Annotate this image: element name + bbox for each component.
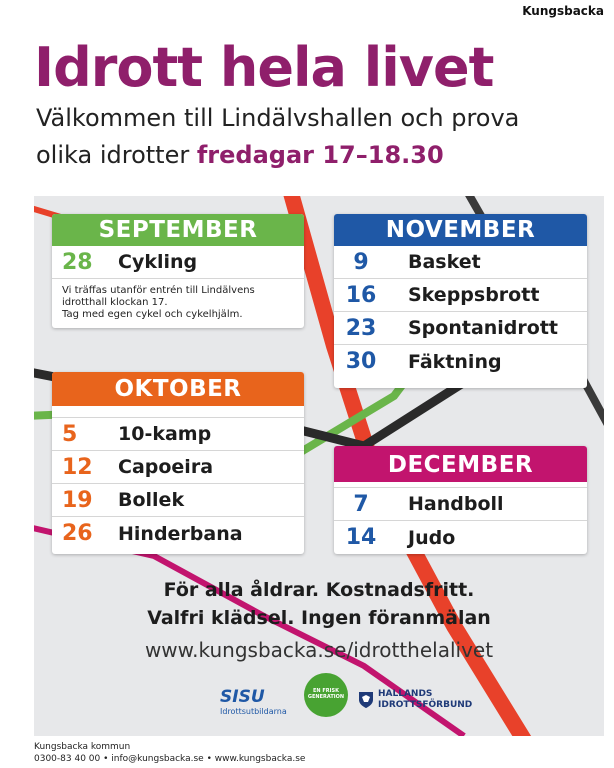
activity-date: 19	[62, 487, 93, 513]
sisu-logo	[220, 687, 287, 716]
activity-name: Handboll	[408, 493, 504, 515]
activity-name: Skeppsbrott	[408, 284, 540, 306]
card-september-title: SEPTEMBER	[52, 214, 304, 246]
card-oktober	[52, 372, 304, 554]
activity-date: 26	[62, 521, 93, 546]
hall-logo-line: HALLANDS	[378, 689, 433, 699]
activity-name: Judo	[408, 526, 456, 549]
activity-row	[334, 488, 587, 521]
activity-row	[52, 484, 304, 517]
activity-name: Fäktning	[408, 350, 502, 373]
activity-name: Cykling	[118, 251, 198, 273]
card-december-title: DECEMBER	[334, 446, 587, 482]
activity-row	[52, 246, 304, 279]
hallands-logo-text	[378, 689, 472, 711]
brand-label: Kungsbacka	[522, 4, 604, 18]
activity-date: 28	[62, 249, 93, 275]
activity-date: 12	[62, 454, 93, 480]
campaign-url[interactable]: www.kungsbacka.se/idrotthelalivet	[144, 638, 494, 662]
card-december	[334, 446, 587, 554]
note-line: Tag med egen cykel och cykelhjälm.	[62, 309, 243, 320]
subheadline-prefix: olika idrotter	[36, 141, 197, 169]
gen-logo-line: EN FRISK	[313, 688, 339, 694]
activity-row	[52, 451, 304, 484]
schedule-highlight: fredagar 17–18.30	[196, 141, 444, 169]
poster-panel	[34, 196, 604, 736]
tagline-2: Valfri klädsel. Ingen föranmälan	[147, 607, 491, 629]
card-november-title: NOVEMBER	[334, 214, 587, 246]
activity-name: 10-kamp	[118, 423, 212, 445]
note-line: idrotthall klockan 17.	[62, 297, 168, 308]
activity-date: 9	[353, 249, 369, 275]
activity-row	[334, 246, 587, 279]
activity-name: Bollek	[118, 489, 185, 511]
activity-row	[52, 517, 304, 550]
activity-row	[52, 418, 304, 451]
activity-row	[334, 345, 587, 378]
card-november	[334, 214, 587, 388]
activity-date: 5	[62, 421, 78, 447]
activity-row	[334, 521, 587, 554]
sisu-logo-sub: Idrottsutbildarna	[220, 707, 287, 716]
activity-date: 16	[345, 282, 377, 308]
activity-name: Basket	[408, 251, 481, 273]
tagline-1: För alla åldrar. Kostnadsfritt.	[163, 579, 475, 601]
september-note	[52, 279, 304, 321]
subheadline-line-1: Välkommen till Lindälvshallen och prova	[36, 104, 520, 132]
footer	[34, 741, 305, 765]
hallands-logo	[358, 689, 472, 711]
sisu-logo-main: SISU	[220, 687, 265, 707]
footer-line-2: 0300-83 40 00 • info@kungsbacka.se • www.kungsbacka.se	[34, 754, 306, 764]
activity-name: Capoeira	[118, 456, 214, 478]
card-september	[52, 214, 304, 328]
hall-logo-line: IDROTTSFÖRBUND	[378, 700, 473, 710]
activity-date: 7	[353, 491, 369, 517]
activity-date: 14	[345, 525, 377, 550]
gen-logo-line: GENERATION	[307, 694, 345, 700]
activity-name: Hinderbana	[118, 522, 243, 545]
footer-line-1: Kungsbacka kommun	[34, 742, 131, 752]
shield-icon	[358, 691, 374, 709]
note-line: Vi träffas utanför entrén till Lindälvens	[62, 285, 255, 296]
card-oktober-title: OKTOBER	[52, 372, 304, 406]
frisk-generation-logo	[304, 673, 348, 717]
card-spacer	[52, 406, 304, 418]
activity-row	[334, 279, 587, 312]
subheadline-line-2	[36, 140, 444, 170]
activity-row	[334, 312, 587, 345]
activity-date: 30	[345, 349, 377, 374]
activity-date: 23	[345, 315, 377, 341]
activity-name: Spontanidrott	[408, 317, 558, 339]
headline: Idrott hela livet	[34, 36, 494, 99]
